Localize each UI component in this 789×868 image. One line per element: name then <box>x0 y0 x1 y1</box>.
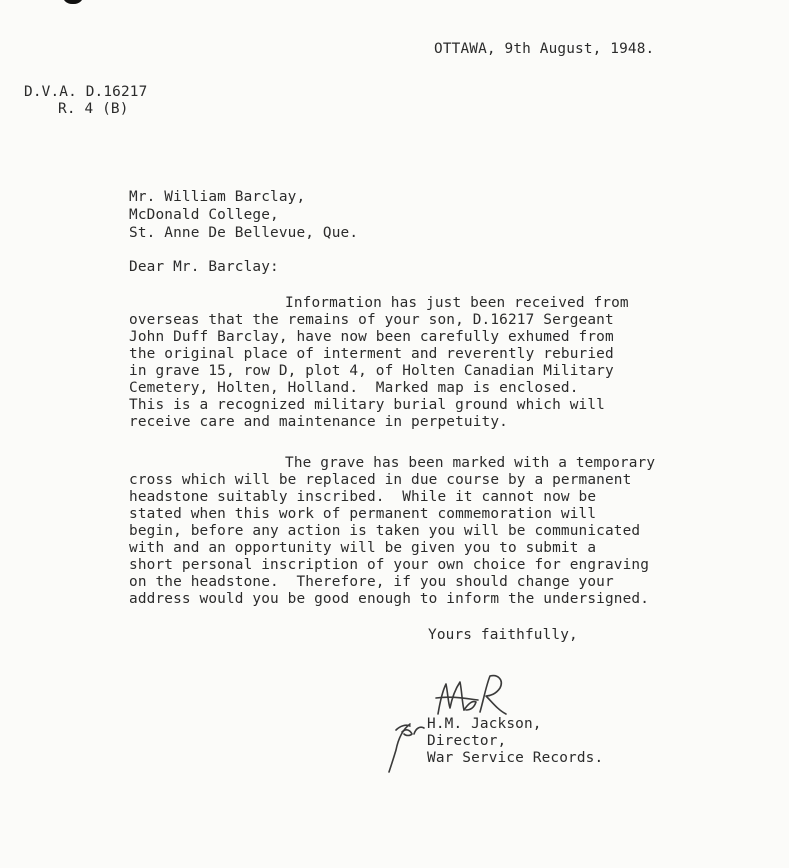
paragraph-line: the original place of interment and reverently reburied <box>129 346 614 362</box>
reference-code: R. 4 (B) <box>58 101 129 117</box>
paragraph-line: receive care and maintenance in perpetuity. <box>129 414 508 430</box>
ink-blot <box>62 0 84 4</box>
signatory-name: H.M. Jackson, <box>427 716 542 732</box>
paragraph-line: Cemetery, Holten, Holland. Marked map is enclosed. <box>129 380 579 396</box>
paragraph-line: overseas that the remains of your son, D.16217 Sergeant <box>129 312 614 328</box>
paragraph-line: cross which will be replaced in due course by a permanent <box>129 472 632 488</box>
salutation: Dear Mr. Barclay: <box>129 259 279 275</box>
signatory-department: War Service Records. <box>427 750 604 766</box>
recipient-name: Mr. William Barclay, <box>129 189 306 205</box>
paragraph-line: in grave 15, row D, plot 4, of Holten Canadian Military <box>129 363 614 379</box>
reference-number: D.V.A. D.16217 <box>24 84 148 100</box>
paragraph-line: short personal inscription of your own choice for engraving <box>129 557 650 573</box>
paragraph-line: Information has just been received from <box>285 295 629 311</box>
paragraph-line: address would you be good enough to inform the undersigned. <box>129 591 650 607</box>
recipient-institution: McDonald College, <box>129 207 279 223</box>
paragraph-line: stated when this work of permanent commemoration will <box>129 506 597 522</box>
paragraph-line: with and an opportunity will be given you to submit a <box>129 540 597 556</box>
recipient-address: St. Anne De Bellevue, Que. <box>129 225 359 241</box>
place-date: OTTAWA, 9th August, 1948. <box>434 41 655 57</box>
paragraph-line: John Duff Barclay, have now been carefully exhumed from <box>129 329 614 345</box>
paragraph-line: begin, before any action is taken you will be communicated <box>129 523 641 539</box>
paragraph-line: The grave has been marked with a temporary <box>285 455 656 471</box>
paragraph-line: This is a recognized military burial ground which will <box>129 397 605 413</box>
closing: Yours faithfully, <box>428 627 578 643</box>
paragraph-line: headstone suitably inscribed. While it cannot now be <box>129 489 597 505</box>
paragraph-line: on the headstone. Therefore, if you should change your <box>129 574 614 590</box>
signatory-title: Director, <box>427 733 507 749</box>
